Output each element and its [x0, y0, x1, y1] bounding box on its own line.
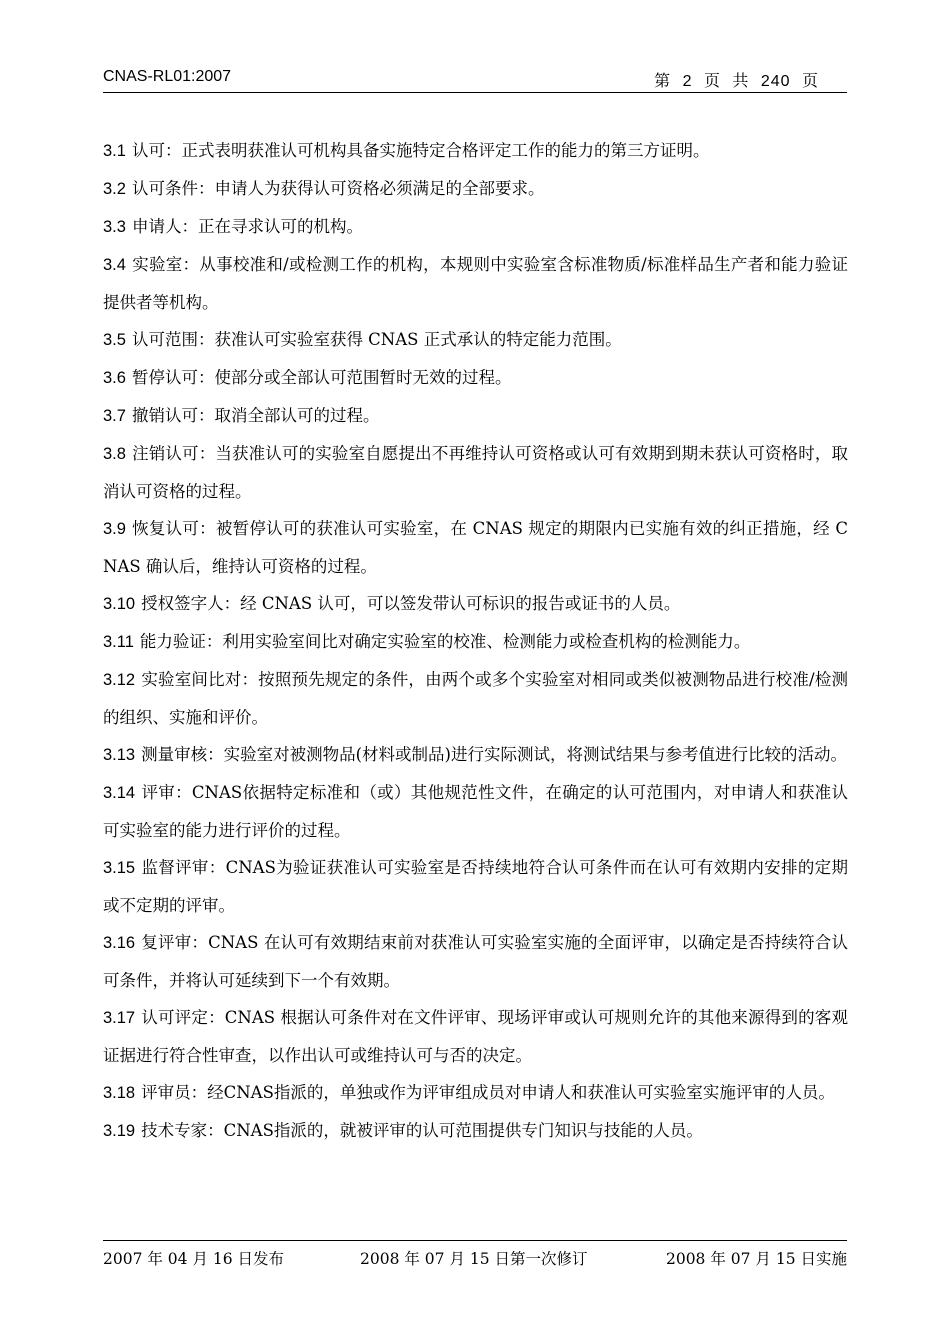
entry-number: 3.5	[103, 331, 126, 349]
entry-text: 评审员：经CNAS指派的，单独或作为评审组成员对申请人和获准认可实验室实施评审的人员。	[141, 1083, 835, 1102]
definition-entry	[103, 435, 848, 510]
entry-number: 3.7	[103, 407, 126, 425]
entry-number: 3.14	[103, 784, 136, 802]
revision-date: 2008 年 07 月 15 日第一次修订	[360, 1250, 588, 1268]
entry-number: 3.1	[103, 142, 126, 160]
definition-entry	[103, 170, 848, 208]
definitions-list	[103, 132, 848, 1150]
definition-entry	[103, 924, 848, 999]
entry-text: 认可：正式表明获准认可机构具备实施特定合格评定工作的能力的第三方证明。	[131, 141, 710, 160]
definition-entry	[103, 999, 848, 1074]
entry-text: 实验室：从事校准和/或检测工作的机构，本规则中实验室含标准物质/标准样品生产者和能力验证提供者等机构。	[103, 255, 848, 312]
entry-number: 3.15	[103, 859, 136, 877]
definition-entry	[103, 510, 848, 585]
definition-entry	[103, 132, 848, 170]
entry-text: 复评审：CNAS 在认可有效期结束前对获准认可实验室实施的全面评审，以确定是否持续符合认可条件，并将认可延续到下一个有效期。	[103, 933, 848, 990]
definition-entry	[103, 774, 848, 849]
definition-entry	[103, 208, 848, 246]
definition-entry	[103, 246, 848, 321]
page-number: 第 2 页 共 240 页	[654, 73, 819, 90]
entry-text: 技术专家：CNAS指派的，就被评审的认可范围提供专门知识与技能的人员。	[141, 1121, 703, 1140]
effective-date: 2008 年 07 月 15 日实施	[665, 1250, 847, 1268]
entry-text: 撤销认可：取消全部认可的过程。	[131, 406, 380, 425]
entry-number: 3.9	[103, 520, 126, 538]
definition-entry	[103, 397, 848, 435]
entry-text: 测量审核：实验室对被测物品(材料或制品)进行实际测试，将测试结果与参考值进行比较的活动。	[141, 745, 847, 764]
page-footer	[103, 1240, 847, 1273]
document-code: CNAS-RL01:2007	[103, 68, 232, 85]
entry-number: 3.13	[103, 746, 136, 764]
entry-number: 3.16	[103, 934, 136, 952]
definition-entry	[103, 623, 848, 661]
entry-text: 授权签字人：经 CNAS 认可，可以签发带认可标识的报告或证书的人员。	[141, 594, 681, 613]
entry-text: 评审：CNAS依据特定标准和（或）其他规范性文件，在确定的认可范围内，对申请人和获准认可实验室的能力进行评价的过程。	[103, 783, 848, 840]
entry-text: 认可范围：获准认可实验室获得 CNAS 正式承认的特定能力范围。	[131, 330, 622, 349]
entry-number: 3.19	[103, 1122, 136, 1140]
entry-number: 3.4	[103, 256, 126, 274]
entry-text: 恢复认可：被暂停认可的获准认可实验室，在 CNAS 规定的期限内已实施有效的纠正措施，经 CNAS 确认后，维持认可资格的过程。	[103, 519, 848, 576]
entry-number: 3.12	[103, 671, 136, 689]
definition-entry	[103, 661, 848, 736]
entry-number: 3.6	[103, 369, 126, 387]
page-header	[103, 62, 847, 93]
entry-text: 监督评审：CNAS为验证获准认可实验室是否持续地符合认可条件而在认可有效期内安排的定期或不定期的评审。	[103, 858, 848, 915]
entry-text: 能力验证：利用实验室间比对确定实验室的校准、检测能力或检查机构的检测能力。	[139, 632, 751, 651]
definition-entry	[103, 321, 848, 359]
entry-number: 3.10	[103, 595, 136, 613]
definition-entry	[103, 585, 848, 623]
entry-number: 3.3	[103, 218, 126, 236]
entry-text: 暂停认可：使部分或全部认可范围暂时无效的过程。	[131, 368, 512, 387]
definition-entry	[103, 1112, 848, 1150]
definition-entry	[103, 849, 848, 924]
entry-number: 3.8	[103, 445, 126, 463]
entry-text: 注销认可：当获准认可的实验室自愿提出不再维持认可资格或认可有效期到期未获认可资格时，取消认可资格的过程。	[103, 444, 848, 501]
entry-number: 3.17	[103, 1009, 136, 1027]
definition-entry	[103, 359, 848, 397]
entry-text: 认可条件：申请人为获得认可资格必须满足的全部要求。	[131, 179, 545, 198]
entry-text: 实验室间比对：按照预先规定的条件，由两个或多个实验室对相同或类似被测物品进行校准/检测的组织、实施和评价。	[103, 670, 848, 727]
definition-entry	[103, 736, 848, 774]
entry-text: 认可评定：CNAS 根据认可条件对在文件评审、现场评审或认可规则允许的其他来源得到的客观证据进行符合性审查，以作出认可或维持认可与否的决定。	[103, 1008, 848, 1065]
definition-entry	[103, 1074, 848, 1112]
entry-number: 3.11	[103, 633, 134, 651]
entry-number: 3.18	[103, 1084, 136, 1102]
entry-text: 申请人：正在寻求认可的机构。	[131, 217, 363, 236]
published-date: 2007 年 04 月 16 日发布	[103, 1250, 285, 1268]
entry-number: 3.2	[103, 180, 126, 198]
